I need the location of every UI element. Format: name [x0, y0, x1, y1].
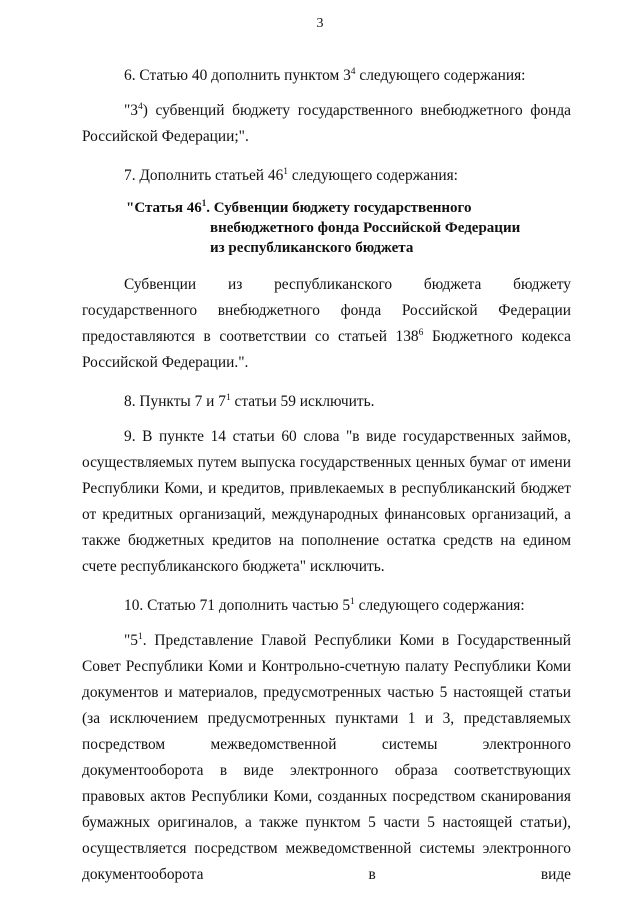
- document-body: [82, 63, 571, 901]
- paragraph-item-9: 9. В пункте 14 статьи 60 слова "в виде государственных займов, осуществляемых путем выпуска государственных ценных бумаг от имени Республики Коми, и кредитов, привлекаемых в республиканский бюджет от кредитных организаций, международных финансовых организаций, а также бюджетных кредитов на пополнение остатка средств на едином счете республиканского бюджета" исключить.: [82, 428, 571, 575]
- paragraph-item-6: 6. Статью 40 дополнить пунктом $3^4$ следующего содержания:: [124, 66, 526, 84]
- article-body-paragraph: Субвенции из республиканского бюджета бюджету государственного внебюджетного фонда Российской Федерации предоставляются в соответствии со статьей $138^6$ Бюджетного кодекса Российской Федерации.".: [82, 276, 571, 371]
- paragraph-item-10: 10. Статью 71 дополнить частью $5^1$ следующего содержания:: [124, 596, 525, 614]
- paragraph-item-7: 7. Дополнить статьей $46^1$ следующего содержания:: [124, 166, 458, 184]
- article-heading: "Статья $46^1$. Субвенции бюджету государственного внебюджетного фонда Российской Федерации из республиканского бюджета: [126, 198, 521, 256]
- paragraph-item-8: 8. Пункты 7 и $7^1$ статьи 59 исключить.: [124, 392, 375, 410]
- page-number: 3: [316, 16, 324, 31]
- paragraph-item-6-quote: "$3^4$) субвенций бюджету государственного внебюджетного фонда Российской Федерации;".: [82, 101, 571, 145]
- paragraph-item-10-quote: "$5^1$. Представление Главой Республики Коми в Государственный Совет Республики Коми и Контрольно-счетную палату Республики Коми документов и материалов, предусмотренных частью 5 настоящей статьи (за исключением предусмотренных пунктами 1 и 3, представляемых посредством межведомственной системы электронного документооборота в виде электронного образа соответствующих правовых актов Республики Коми, созданных посредством сканирования бумажных оригиналов, а также пунктом 5 части 5 настоящей статьи), осуществляется посредством межведомственной системы электронного документооборота в виде: [82, 631, 571, 883]
